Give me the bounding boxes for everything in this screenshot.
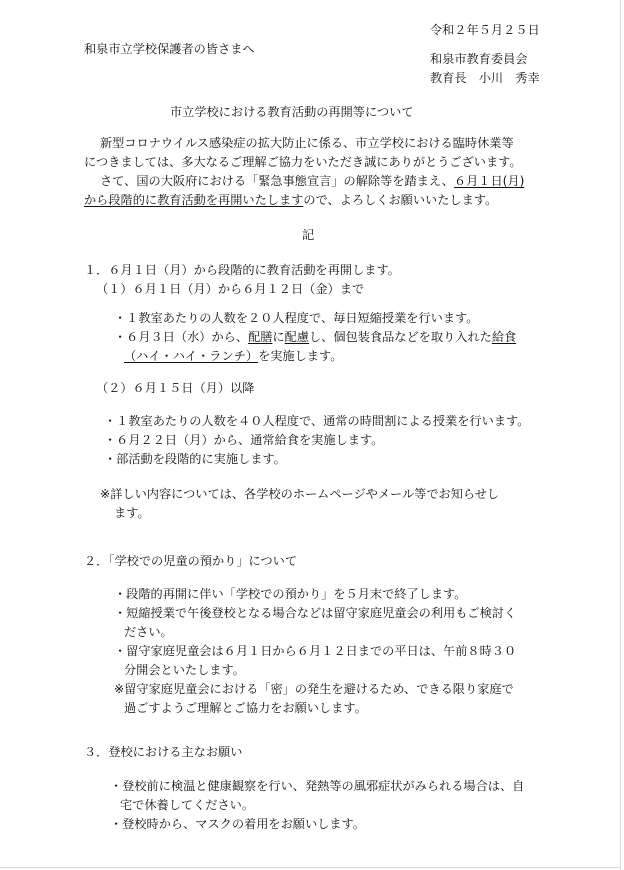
section1-heading: １．６月１日（月）から段階的に教育活動を再開します。 — [84, 263, 400, 277]
recipient-line: 和泉市立学校保護者の皆さまへ — [84, 42, 255, 56]
issue-date: 令和２年５月２５日 — [430, 23, 540, 37]
page-edge-bottom — [0, 867, 621, 868]
sender-person: 教育長 小川 秀幸 — [430, 71, 540, 85]
section1-sub2-bullet1: ・１教室あたりの人数を４０人程度で、通常の時間割による授業を行います。 — [104, 414, 530, 428]
s1b2-text-d: を実施します。 — [258, 349, 343, 363]
section1-sub1-bullet2-cont — [124, 348, 342, 364]
intro-line-3 — [100, 173, 524, 189]
section2-note-line2: 過ごすようご理解とご協力をお願いします。 — [124, 701, 367, 715]
intro-line-3-text: さて、国の大阪府における「緊急事態宣言」の解除等を踏まえ、 — [100, 174, 454, 188]
section1-sub1-bullet2 — [114, 329, 516, 345]
section3-bullet1-line1: ・登校前に検温と健康観察を行い、発熱等の風邪症状がみられる場合は、自 — [110, 779, 525, 793]
section1-sub2-bullet2: ・６月２２日（月）から、通常給食を実施します。 — [104, 433, 384, 447]
section2-bullet2-line2: ださい。 — [124, 625, 173, 639]
s1b2-hairyo: 配慮 — [284, 330, 309, 344]
section2-bullet1: ・段階的再開に伴い「学校での預かり」を５月末で終了します。 — [114, 587, 467, 601]
section1-note-line1: ※詳しい内容については、各学校のホームページやメール等でお知らせし — [100, 487, 500, 501]
section2-bullet3-line1: ・留守家庭児童会は６月１日から６月１２日までの平日は、午前８時３０ — [114, 644, 517, 658]
s1b2-text-a: ・６月３日（水）から、 — [114, 330, 249, 344]
section2-bullet3-line2: 分開会といたします。 — [124, 663, 245, 677]
s1b2-kyushoku: 給食 — [491, 330, 517, 344]
section1-sub1-bullet1: ・１教室あたりの人数を２０人程度で、毎日短縮授業を行います。 — [114, 311, 479, 325]
ki-marker: 記 — [302, 228, 315, 242]
page-edge-right — [620, 0, 621, 870]
intro-date-underlined: ６月１日(月) — [453, 174, 525, 188]
document-title: 市立学校における教育活動の再開等について — [170, 105, 414, 119]
s1b2-text-b: に — [272, 330, 285, 344]
intro-line-4-text: ので、よろしくお願いいたします。 — [303, 193, 498, 207]
sender-organization: 和泉市教育委員会 — [430, 52, 528, 66]
section2-note-line1: ※留守家庭児童会における「密」の発生を避けるため、できる限り家庭で — [114, 682, 514, 696]
s1b2-hai-hai-lunch: （ハイ・ハイ・ランチ） — [124, 349, 259, 363]
section1-sub2-heading: （２）６月１５日（月）以降 — [96, 381, 255, 395]
section2-bullet2-line1: ・短縮授業で午後登校となる場合などは留守家庭児童会の利用もご検討く — [114, 606, 517, 620]
s1b2-text-c: し、個包装食品などを取り入れた — [309, 330, 492, 344]
section1-sub1-heading: （１）６月１日（月）から６月１２日（金）まで — [96, 282, 365, 296]
section3-heading: ３．登校における主なお願い — [84, 745, 243, 759]
intro-line-1: 新型コロナウイルス感染症の拡大防止に係る、市立学校における臨時休業等 — [100, 136, 514, 150]
intro-resume-underlined: から段階的に教育活動を再開いたします — [84, 193, 304, 207]
section3-bullet2: ・登校時から、マスクの着用をお願いします。 — [110, 817, 365, 831]
section1-note-line2: ます。 — [114, 506, 150, 520]
intro-line-2: につきましては、多大なるご理解ご協力をいただき誠にありがとうございます。 — [84, 155, 522, 169]
s1b2-haizen: 配膳 — [248, 330, 273, 344]
section2-heading: ２．「学校での児童の預かり」について — [84, 554, 298, 568]
section1-sub2-bullet3: ・部活動を段階的に実施します。 — [104, 452, 286, 466]
section3-bullet1-line2: 宅で休養してください。 — [120, 798, 255, 812]
intro-line-4 — [84, 192, 497, 208]
